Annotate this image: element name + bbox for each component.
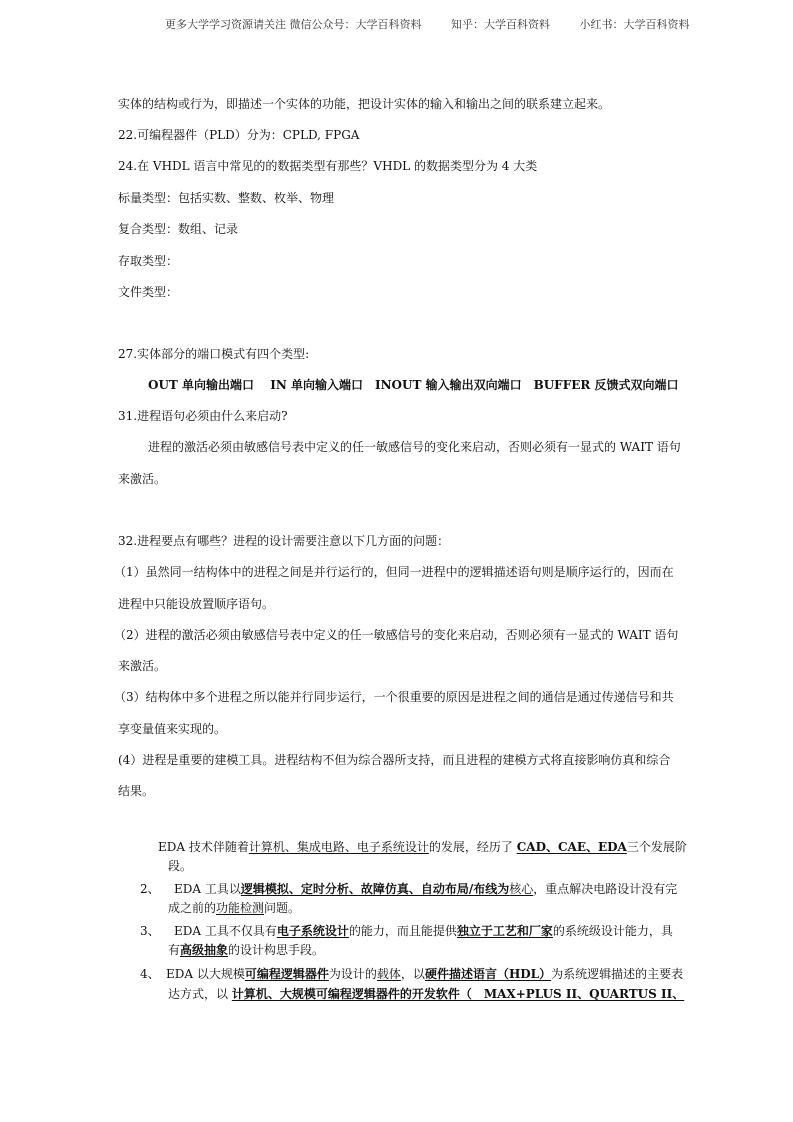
eda-item-3-line-1: EDA 工具不仅具有电子系统设计的能力，而且能提供独立于工艺和厂家的系统级设计能力，具 bbox=[174, 924, 673, 938]
text-line: 来激活。 bbox=[118, 659, 167, 673]
eda-item-2-line-2: 成之前的功能检测问题。 bbox=[168, 901, 301, 915]
text-line: 享变量值来实现的。 bbox=[118, 722, 227, 736]
text-line: 32.进程要点有哪些？进程的设计需要注意以下几方面的问题： bbox=[118, 534, 450, 548]
text-line: 文件类型： bbox=[118, 285, 179, 299]
text-line: 进程中只能设放置顺序语句。 bbox=[118, 597, 275, 611]
text-line: （2）进程的激活必须由敏感信号表中定义的任一敏感信号的变化来启动，否则必须有一显式的 WAIT 语句 bbox=[114, 628, 679, 642]
text-line: （1）虽然同一结构体中的进程之间是并行运行的，但同一进程中的逻辑描述语句则是顺序运行的，因而在 bbox=[114, 565, 674, 579]
header-xiaohongshu: 小红书：大学百科资料 bbox=[579, 18, 690, 31]
text-line: （3）结构体中多个进程之所以能并行同步运行，一个很重要的原因是进程之间的通信是通过传递信号和共 bbox=[114, 690, 674, 704]
eda-item-number: 3、 bbox=[140, 924, 160, 938]
port-modes: OUT 单向输出端口 IN 单向输入端口 INOUT 输入输出双向端口 BUFFER 反馈式双向端口 bbox=[148, 378, 679, 392]
text-line: 标量类型：包括实数、整数、枚举、物理 bbox=[118, 191, 335, 205]
text-line: 实体的结构或行为，即描述一个实体的功能，把设计实体的输入和输出之间的联系建立起来。 bbox=[118, 97, 611, 111]
text-line: 24.在 VHDL 语言中常见的的数据类型有那些？VHDL 的数据类型分为 4 大类 bbox=[118, 159, 538, 173]
eda-item-1-line-1: EDA 技术伴随着计算机、集成电路、电子系统设计的发展，经历了 CAD、CAE、EDA三个发展阶 bbox=[158, 840, 687, 854]
eda-item-number: 4、 bbox=[140, 967, 160, 981]
eda-item-number: 2、 bbox=[140, 882, 160, 896]
text-line: (4）进程是重要的建模工具。进程结构不但为综合器所支持，而且进程的建模方式将直接影响仿真和综合 bbox=[118, 753, 671, 767]
text-line: 存取类型： bbox=[118, 254, 179, 268]
eda-item-1-line-2: 段。 bbox=[168, 859, 193, 873]
page-header bbox=[165, 16, 690, 32]
eda-item-3-line-2: 有高级抽象的设计构思手段。 bbox=[168, 943, 325, 957]
eda-item-4-line-1: EDA 以大规模可编程逻辑器件为设计的载体，以硬件描述语言（HDL）为系统逻辑描述的主要表 bbox=[166, 967, 684, 981]
text-line: 27.实体部分的端口模式有四个类型: bbox=[118, 347, 310, 361]
text-line: 31.进程语句必须由什么来启动? bbox=[118, 409, 288, 423]
text-line: 复合类型：数组、记录 bbox=[118, 222, 239, 236]
text-line: 进程的激活必须由敏感信号表中定义的任一敏感信号的变化来启动，否则必须有一显式的 WAIT 语句 bbox=[148, 440, 681, 454]
text-line: 结果。 bbox=[118, 784, 155, 798]
eda-item-4-line-2: 达方式，以 计算机、大规模可编程逻辑器件的开发软件（ MAX+PLUS II、QUARTUS II、 bbox=[168, 987, 685, 1001]
header-wechat: 更多大学学习资源请关注 微信公众号：大学百科资料 bbox=[165, 18, 422, 31]
header-zhihu: 知乎：大学百科资料 bbox=[451, 18, 550, 31]
text-line: 22.可编程器件（PLD）分为：CPLD, FPGA bbox=[118, 128, 360, 142]
eda-item-2-line-1: EDA 工具以逻辑模拟、定时分析、故障仿真、自动布局/布线为核心，重点解决电路设计没有完 bbox=[174, 882, 678, 896]
text-line: 来激活。 bbox=[118, 472, 167, 486]
